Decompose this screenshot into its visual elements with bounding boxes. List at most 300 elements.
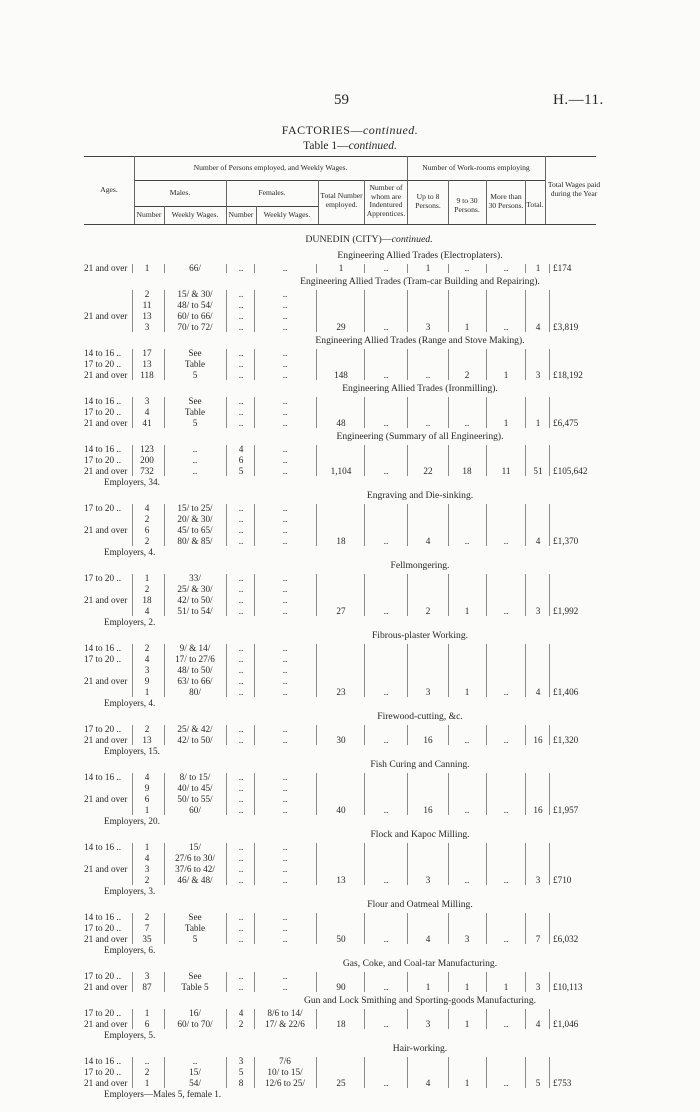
workrooms-9-to-30-cell: 2	[464, 370, 470, 380]
column-rule	[132, 445, 133, 476]
column-rule	[486, 1057, 487, 1088]
table-row	[0, 370, 700, 381]
females-wages-cell: ..	[282, 595, 288, 605]
column-rule	[525, 397, 526, 428]
column-rule	[525, 264, 526, 273]
age-cell: 17 to 20 ..	[84, 923, 122, 933]
males-wages-cell: 40/ to 45/	[177, 783, 213, 793]
females-wages-cell: ..	[282, 584, 288, 594]
column-rule	[164, 843, 165, 885]
males-number-cell: 123	[140, 444, 154, 454]
table-row	[0, 514, 700, 525]
workrooms-total-cell: 4	[535, 1019, 541, 1029]
females-wages-cell: ..	[282, 455, 288, 465]
workrooms-up-to-8-cell: 1	[425, 982, 431, 992]
males-number-cell: 4	[144, 407, 150, 417]
females-number-cell: 4	[238, 444, 244, 454]
apprentices-cell: ..	[383, 875, 389, 885]
header-ages: Ages.	[100, 185, 118, 194]
males-wages-cell: 37/6 to 42/	[175, 864, 215, 874]
females-wages-cell: 8/6 to 14/	[267, 1008, 303, 1018]
apprentices-cell: ..	[383, 1019, 389, 1029]
females-wages-cell: ..	[282, 348, 288, 358]
females-wages-cell: ..	[282, 359, 288, 369]
industry-section	[0, 1041, 700, 1100]
column-rule	[164, 290, 165, 332]
column-rule	[226, 913, 227, 944]
females-number-cell: 5	[238, 466, 244, 476]
workrooms-over-30-cell: ..	[503, 735, 509, 745]
males-number-cell: 17	[142, 348, 152, 358]
table-row	[0, 503, 700, 514]
females-wages-cell: ..	[282, 735, 288, 745]
total-wages-cell: £6,475	[553, 418, 579, 428]
males-number-cell: 6	[144, 794, 150, 804]
column-rule	[525, 290, 526, 332]
column-rule	[549, 504, 550, 546]
table-row	[0, 842, 700, 853]
column-rule	[164, 1057, 165, 1088]
column-rule	[254, 1009, 255, 1029]
total-wages-cell: £6,032	[553, 934, 579, 944]
location-italic: continued.	[391, 234, 433, 245]
table-row	[0, 466, 700, 477]
age-cell: 21 and over	[84, 595, 128, 605]
column-rule	[132, 264, 133, 273]
column-rule	[254, 843, 255, 885]
females-number-cell: ..	[238, 407, 244, 417]
column-rule	[254, 574, 255, 616]
males-number-cell: 6	[144, 525, 150, 535]
column-rule	[164, 644, 165, 697]
workrooms-9-to-30-cell: 1	[464, 606, 470, 616]
column-rule	[132, 290, 133, 332]
males-number-cell: 2	[144, 1067, 150, 1077]
header-total-employed: Total Number employed.	[320, 191, 363, 209]
industry-section	[0, 956, 700, 993]
industry-title: Engineering Allied Trades (Electroplaters).	[337, 250, 503, 261]
age-cell: 17 to 20 ..	[84, 1067, 122, 1077]
column-rule	[254, 290, 255, 332]
column-rule	[254, 445, 255, 476]
table-row	[0, 407, 700, 418]
column-rule	[486, 773, 487, 815]
males-wages-cell: 66/	[189, 263, 201, 273]
females-wages-cell: ..	[282, 396, 288, 406]
column-rule	[254, 349, 255, 380]
workrooms-total-cell: 16	[533, 805, 543, 815]
workrooms-over-30-cell: ..	[503, 1078, 509, 1088]
males-wages-cell: 50/ to 55/	[177, 794, 213, 804]
column-rule	[486, 264, 487, 273]
workrooms-over-30-cell: ..	[503, 606, 509, 616]
employers-note: Employers, 6.	[104, 945, 156, 955]
column-rule	[164, 445, 165, 476]
females-number-cell: ..	[238, 735, 244, 745]
workrooms-over-30-cell: ..	[503, 687, 509, 697]
column-rule	[254, 397, 255, 428]
column-rule	[164, 725, 165, 745]
header-females-number: Number	[228, 210, 254, 219]
column-rule	[525, 644, 526, 697]
table-row	[0, 300, 700, 311]
males-number-cell: 7	[144, 923, 150, 933]
males-number-cell: 11	[142, 300, 152, 310]
table-row	[0, 1078, 700, 1089]
males-number-cell: 4	[144, 853, 150, 863]
females-wages-cell: ..	[282, 772, 288, 782]
column-rule	[407, 445, 408, 476]
workrooms-over-30-cell: 1	[503, 982, 509, 992]
column-rule	[316, 504, 317, 546]
males-wages-cell: 5	[192, 934, 198, 944]
males-number-cell: 3	[144, 665, 150, 675]
header-total: Total.	[526, 200, 544, 209]
age-cell: 21 and over	[84, 1078, 128, 1088]
females-number-cell: 5	[238, 1067, 244, 1077]
column-rule	[448, 504, 449, 546]
header-males: Males.	[169, 188, 191, 197]
column-rule	[407, 290, 408, 332]
workrooms-up-to-8-cell: 4	[425, 1078, 431, 1088]
total-employed-cell: 90	[336, 982, 346, 992]
column-rule	[316, 843, 317, 885]
industry-title: Gas, Coke, and Coal-tar Manufacturing.	[342, 958, 498, 969]
column-rule	[132, 725, 133, 745]
apprentices-cell: ..	[383, 418, 389, 428]
total-wages-cell: £753	[553, 1078, 572, 1088]
males-wages-cell: See	[188, 348, 202, 358]
column-rule	[525, 1009, 526, 1029]
column-rule	[364, 290, 365, 332]
industry-section	[0, 993, 700, 1041]
males-wages-cell: 70/ to 72/	[177, 322, 213, 332]
table-row	[0, 396, 700, 407]
column-rule	[316, 397, 317, 428]
males-number-cell: 200	[140, 455, 154, 465]
industry-title: Engineering Allied Trades (Range and Stove Making).	[315, 335, 525, 346]
females-number-cell: ..	[238, 982, 244, 992]
column-rule	[486, 504, 487, 546]
females-number-cell: ..	[238, 772, 244, 782]
males-wages-cell: 17/ to 27/6	[175, 654, 215, 664]
column-rule	[486, 574, 487, 616]
column-rule	[549, 972, 550, 992]
total-wages-cell: £3,819	[553, 322, 579, 332]
age-cell: 14 to 16 ..	[84, 1056, 122, 1066]
column-rule	[164, 773, 165, 815]
males-number-cell: 1	[144, 687, 150, 697]
table-row	[0, 875, 700, 886]
females-wages-cell: ..	[282, 407, 288, 417]
column-rule	[132, 574, 133, 616]
table-row	[0, 606, 700, 617]
table-row	[0, 982, 700, 993]
table-title	[0, 140, 700, 152]
females-wages-cell: ..	[282, 687, 288, 697]
header-males-wages: Weekly Wages.	[171, 210, 219, 219]
males-number-cell: 2	[144, 289, 150, 299]
females-number-cell: ..	[238, 643, 244, 653]
males-wages-cell: 5	[192, 370, 198, 380]
column-rule	[316, 445, 317, 476]
column-rule	[448, 264, 449, 273]
column-rule	[525, 574, 526, 616]
column-rule	[254, 504, 255, 546]
column-rule	[448, 913, 449, 944]
males-number-cell: 2	[144, 724, 150, 734]
apprentices-cell: ..	[383, 466, 389, 476]
age-cell: 17 to 20 ..	[84, 359, 122, 369]
workrooms-total-cell: 3	[535, 606, 541, 616]
workrooms-9-to-30-cell: ..	[464, 263, 470, 273]
apprentices-cell: ..	[383, 934, 389, 944]
apprentices-cell: ..	[383, 735, 389, 745]
females-wages-cell: ..	[282, 912, 288, 922]
workrooms-over-30-cell: 1	[503, 370, 509, 380]
females-number-cell: ..	[238, 584, 244, 594]
age-cell: 21 and over	[84, 418, 128, 428]
employers-note: Employers, 15.	[104, 746, 160, 756]
column-rule	[316, 725, 317, 745]
column-rule	[132, 843, 133, 885]
column-rule	[448, 644, 449, 697]
column-rule	[525, 725, 526, 745]
males-number-cell: 1	[144, 1078, 150, 1088]
total-wages-cell: £18,192	[553, 370, 583, 380]
column-rule	[448, 972, 449, 992]
column-rule	[364, 1057, 365, 1088]
females-wages-cell: ..	[282, 263, 288, 273]
column-rule	[549, 1009, 550, 1029]
employers-note: Employers—Males 5, female 1.	[104, 1089, 222, 1099]
workrooms-total-cell: 51	[533, 466, 543, 476]
females-number-cell: 2	[238, 1019, 244, 1029]
workrooms-up-to-8-cell: 4	[425, 536, 431, 546]
column-rule	[226, 1057, 227, 1088]
females-number-cell: ..	[238, 300, 244, 310]
females-wages-cell: ..	[282, 923, 288, 933]
workrooms-up-to-8-cell: 3	[425, 1019, 431, 1029]
table-row	[0, 724, 700, 735]
table-row	[0, 783, 700, 794]
females-number-cell: ..	[238, 573, 244, 583]
males-number-cell: 18	[142, 595, 152, 605]
total-employed-cell: 1,104	[330, 466, 352, 476]
apprentices-cell: ..	[383, 322, 389, 332]
apprentices-cell: ..	[383, 687, 389, 697]
industry-section	[0, 897, 700, 956]
total-employed-cell: 148	[334, 370, 348, 380]
males-number-cell: 3	[144, 396, 150, 406]
column-rule	[226, 574, 227, 616]
males-number-cell: 13	[142, 735, 152, 745]
workrooms-total-cell: 3	[535, 370, 541, 380]
females-wages-cell: ..	[282, 606, 288, 616]
males-number-cell: 1	[144, 573, 150, 583]
females-wages-cell: ..	[282, 503, 288, 513]
column-rule	[525, 843, 526, 885]
header-females: Females.	[258, 188, 286, 197]
table-row	[0, 311, 700, 322]
workrooms-over-30-cell: ..	[503, 934, 509, 944]
column-rule	[226, 397, 227, 428]
column-rule	[407, 972, 408, 992]
males-number-cell: 6	[144, 1019, 150, 1029]
column-rule	[316, 290, 317, 332]
location-heading	[0, 234, 700, 245]
females-wages-cell: ..	[282, 643, 288, 653]
males-wages-cell: 25/ & 30/	[177, 584, 213, 594]
workrooms-up-to-8-cell: ..	[425, 418, 431, 428]
total-wages-cell: £1,406	[553, 687, 579, 697]
workrooms-9-to-30-cell: 1	[464, 322, 470, 332]
males-wages-cell: 42/ to 50/	[177, 595, 213, 605]
column-rule	[448, 1009, 449, 1029]
males-number-cell: 2	[144, 643, 150, 653]
age-cell: 14 to 16 ..	[84, 396, 122, 406]
column-rule	[226, 773, 227, 815]
column-rule	[549, 349, 550, 380]
males-wages-cell: 51/ to 54/	[177, 606, 213, 616]
females-number-cell: ..	[238, 418, 244, 428]
workrooms-up-to-8-cell: 22	[423, 466, 433, 476]
column-rule	[407, 349, 408, 380]
table-row	[0, 1056, 700, 1067]
column-rule	[549, 445, 550, 476]
industry-section	[0, 274, 700, 333]
table-row	[0, 525, 700, 536]
column-rule	[316, 264, 317, 273]
females-wages-cell: ..	[282, 783, 288, 793]
workrooms-over-30-cell: ..	[503, 263, 509, 273]
workrooms-over-30-cell: ..	[503, 875, 509, 885]
females-number-cell: ..	[238, 536, 244, 546]
age-cell: 21 and over	[84, 525, 128, 535]
column-rule	[226, 1009, 227, 1029]
column-rule	[226, 445, 227, 476]
females-number-cell: ..	[238, 923, 244, 933]
column-rule	[364, 972, 365, 992]
females-wages-cell: ..	[282, 289, 288, 299]
males-wages-cell: 9/ & 14/	[179, 643, 211, 653]
males-wages-cell: ..	[192, 444, 198, 454]
apprentices-cell: ..	[383, 536, 389, 546]
column-rule	[549, 574, 550, 616]
females-number-cell: ..	[238, 311, 244, 321]
industry-section	[0, 709, 700, 757]
industry-title: Flour and Oatmeal Milling.	[367, 899, 473, 910]
column-rule	[486, 397, 487, 428]
column-rule	[254, 725, 255, 745]
males-number-cell: 3	[144, 322, 150, 332]
column-rule	[525, 913, 526, 944]
column-rule	[486, 290, 487, 332]
females-number-cell: ..	[238, 348, 244, 358]
column-rule	[525, 773, 526, 815]
total-employed-cell: 18	[336, 536, 346, 546]
males-number-cell: 118	[140, 370, 154, 380]
males-wages-cell: See	[188, 396, 202, 406]
column-rule	[549, 1057, 550, 1088]
age-cell: 14 to 16 ..	[84, 772, 122, 782]
males-wages-cell: ..	[192, 1056, 198, 1066]
column-rule	[549, 644, 550, 697]
table-row	[0, 772, 700, 783]
industry-section	[0, 248, 700, 274]
age-cell: 14 to 16 ..	[84, 444, 122, 454]
column-rule	[448, 843, 449, 885]
table-row	[0, 444, 700, 455]
apprentices-cell: ..	[383, 263, 389, 273]
table-row	[0, 794, 700, 805]
table-row	[0, 584, 700, 595]
employers-note: Employers, 5.	[104, 1030, 156, 1040]
workrooms-total-cell: 5	[535, 1078, 541, 1088]
males-wages-cell: 63/ to 66/	[177, 676, 213, 686]
workrooms-up-to-8-cell: 1	[425, 263, 431, 273]
column-rule	[164, 264, 165, 273]
males-wages-cell: 80/ & 85/	[177, 536, 213, 546]
table-row	[0, 289, 700, 300]
workrooms-up-to-8-cell: 2	[425, 606, 431, 616]
column-rule	[549, 397, 550, 428]
females-wages-cell: ..	[282, 525, 288, 535]
total-wages-cell: £105,642	[553, 466, 588, 476]
column-rule	[486, 349, 487, 380]
header-more-30: More than 30 Persons.	[488, 192, 524, 210]
age-cell: 17 to 20 ..	[84, 724, 122, 734]
males-number-cell: 13	[142, 311, 152, 321]
males-number-cell: 2	[144, 514, 150, 524]
females-wages-cell: ..	[282, 665, 288, 675]
females-number-cell: ..	[238, 794, 244, 804]
males-wages-cell: 15/ to 25/	[177, 503, 213, 513]
total-wages-cell: £1,957	[553, 805, 579, 815]
males-number-cell: 4	[144, 654, 150, 664]
header-males-number: Number	[136, 210, 162, 219]
females-number-cell: ..	[238, 322, 244, 332]
column-rule	[316, 913, 317, 944]
age-cell: 14 to 16 ..	[84, 842, 122, 852]
column-rule	[226, 843, 227, 885]
column-rule	[549, 913, 550, 944]
males-number-cell: 2	[144, 875, 150, 885]
column-rule	[226, 290, 227, 332]
industry-title: Fellmongering.	[390, 560, 450, 571]
males-number-cell: 4	[144, 772, 150, 782]
column-rule	[132, 1009, 133, 1029]
age-cell: 17 to 20 ..	[84, 573, 122, 583]
column-rule	[364, 843, 365, 885]
industry-title: Firewood-cutting, &c.	[377, 711, 463, 722]
column-rule	[226, 264, 227, 273]
females-wages-cell: ..	[282, 971, 288, 981]
column-rule	[226, 644, 227, 697]
apprentices-cell: ..	[383, 982, 389, 992]
column-rule	[164, 349, 165, 380]
females-wages-cell: ..	[282, 536, 288, 546]
males-wages-cell: 15/ & 30/	[177, 289, 213, 299]
workrooms-over-30-cell: ..	[503, 805, 509, 815]
total-wages-cell: £10,113	[553, 982, 583, 992]
workrooms-up-to-8-cell: 16	[423, 805, 433, 815]
workrooms-over-30-cell: ..	[503, 536, 509, 546]
males-number-cell: 87	[142, 982, 152, 992]
column-rule	[486, 644, 487, 697]
females-number-cell: ..	[238, 724, 244, 734]
column-rule	[316, 972, 317, 992]
